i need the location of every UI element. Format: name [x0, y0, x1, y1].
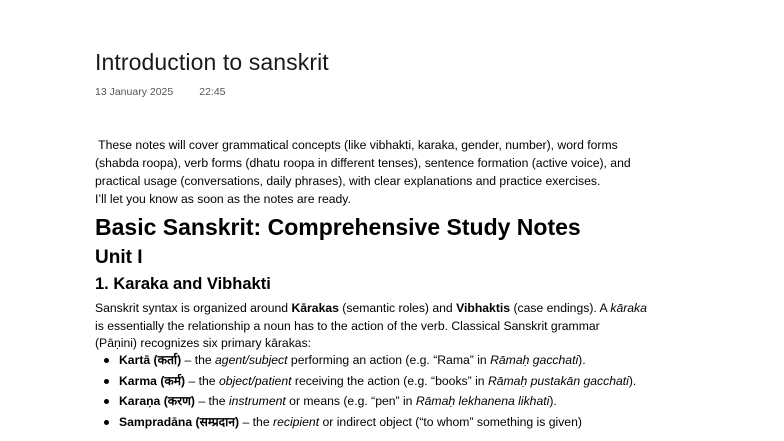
text-run: ). [578, 353, 586, 367]
paragraph-line: (Pāṇini) recognizes six primary kārakas: [95, 336, 312, 350]
page-title: Introduction to sanskrit [95, 49, 329, 75]
karaka-list [95, 352, 695, 434]
intro-line: practical usage (conversations, daily phrases), with clear explanations and practice exercises. [95, 174, 601, 188]
karaka-role: recipient [273, 414, 320, 429]
note-date: 13 January 2025 [95, 86, 174, 98]
karaka-example: Rāmaḥ pustakān gacchati [487, 373, 629, 388]
karaka-name: Kartā (कर्ता) [119, 353, 182, 367]
text-run: (case endings). A [510, 301, 611, 315]
paragraph-line [95, 300, 695, 318]
bold-term: Vibhaktis [456, 301, 511, 315]
list-item [95, 393, 695, 411]
karaka-role: object/patient [218, 373, 292, 388]
intro-line: I’ll let you know as soon as the notes are ready. [95, 192, 351, 206]
text-run: or means (e.g. “pen” in [285, 394, 416, 408]
bullet-icon [104, 399, 109, 404]
heading-main: Basic Sanskrit: Comprehensive Study Notes [95, 214, 581, 240]
list-item [95, 352, 695, 370]
text-run: or indirect object (“to whom” something is given) [319, 414, 582, 429]
text-run: – the [239, 414, 274, 429]
text-run: Sanskrit syntax is organized around [95, 301, 292, 315]
heading-unit: Unit I [95, 247, 143, 268]
text-run: ). [549, 394, 557, 408]
bullet-icon [104, 358, 109, 363]
italic-term: kāraka [610, 301, 647, 315]
intro-line: (shabda roopa), verb forms (dhatu roopa in different tenses), sentence formation (active voice), and [95, 156, 631, 170]
paragraph-line: is essentially the relationship a noun has to the action of the verb. Classical Sanskrit grammar [95, 318, 600, 333]
karaka-role: agent/subject [215, 353, 288, 367]
bullet-icon [104, 379, 109, 384]
intro-line: These notes will cover grammatical concepts (like vibhakti, karaka, gender, number), word forms [95, 138, 618, 152]
text-run: receiving the action (e.g. “books” in [291, 373, 488, 388]
karaka-example: Rāmaḥ lekhanena likhati [415, 394, 550, 408]
karaka-name: Karaṇa (करण) [119, 394, 195, 408]
text-run: performing an action (e.g. “Rama” in [287, 353, 491, 367]
bullet-icon [104, 420, 109, 425]
section-paragraph [95, 300, 695, 353]
text-run: – the [185, 373, 219, 388]
text-run: – the [194, 394, 229, 408]
karaka-role: instrument [228, 394, 286, 408]
list-item [95, 414, 695, 432]
note-time: 22:45 [199, 86, 226, 98]
karaka-example: Rāmaḥ gacchati [490, 353, 579, 367]
text-run: (semantic roles) and [338, 301, 457, 315]
intro-paragraph [95, 136, 695, 208]
note-metadata [95, 86, 226, 98]
bold-term: Kārakas [291, 301, 339, 315]
karaka-name: Sampradāna (सम्प्रदान) [119, 414, 240, 429]
text-run: – the [181, 353, 216, 367]
text-run: ). [628, 373, 637, 388]
karaka-name: Karma (कर्म) [119, 373, 186, 388]
list-item [95, 373, 695, 391]
heading-section: 1. Karaka and Vibhakti [95, 275, 271, 293]
